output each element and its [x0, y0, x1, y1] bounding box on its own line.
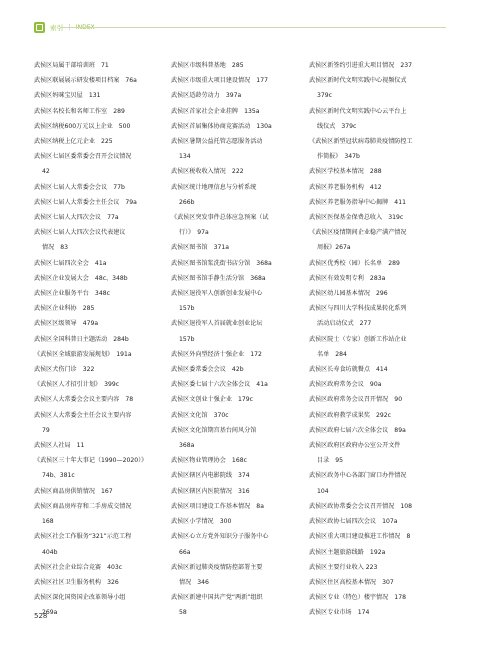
- index-entry-continuation: 行）》 97a: [179, 229, 209, 237]
- index-entry-continuation: 名单 284: [317, 350, 347, 358]
- index-entry: 武侯区政府区政府办公室公开文件: [309, 442, 401, 450]
- index-entry: 武侯区政协七届四次会议 107a: [309, 518, 398, 526]
- index-entry: 武侯区幼儿园基本情况 296: [309, 290, 388, 298]
- index-entry: 武侯区有效发明专利 283a: [309, 274, 386, 282]
- index-entry: 《武侯区三十年大事记（1990—2020）》: [34, 457, 148, 465]
- index-entry: 武侯区退役军人首届就业创业论坛: [171, 320, 263, 328]
- index-entry: 武侯区企业科协 285: [34, 305, 95, 313]
- index-entry: 武侯区长寿食坊就餐点 414: [309, 366, 388, 374]
- index-entry: 武侯区政府常务会议 90a: [309, 381, 382, 389]
- index-entry: 武侯区住区高校基本情况 307: [309, 578, 394, 586]
- index-entry-continuation: 168: [42, 518, 54, 526]
- index-entry-continuation: 线仪式 379c: [317, 122, 357, 130]
- index-entry: 武侯区区级领导 479a: [34, 320, 99, 328]
- index-entry: 武侯区政务中心各部门窗口办件情况: [309, 472, 407, 480]
- index-entry: 武侯区专业市场 174: [309, 609, 370, 617]
- index-entry-continuation: 情况 346: [179, 578, 209, 586]
- header-rule: [60, 27, 446, 28]
- index-entry: 武侯区市级重大项目建设情况 177: [171, 77, 268, 85]
- index-entry-continuation: 104: [317, 487, 329, 495]
- index-entry: 武侯区新时代文明实践中心视频仪式: [309, 77, 407, 85]
- index-entry: 武侯区图书馆 371a: [171, 244, 230, 252]
- index-entry-continuation: 379c: [317, 92, 332, 100]
- index-entry-continuation: 58: [179, 609, 187, 617]
- index-entry: 《武侯区疫情期间企业稳产满产情况: [309, 229, 407, 237]
- header-separator: |: [68, 23, 71, 31]
- index-entry: 武侯区社区卫生服务机构 326: [34, 578, 119, 586]
- index-entry-continuation: 404b: [42, 548, 58, 556]
- index-entry-continuation: 42: [42, 168, 50, 176]
- index-entry: 武侯区医保基金保费总收入 319c: [309, 214, 404, 222]
- index-entry: 武侯区首家社会企业挂牌 135a: [171, 107, 260, 115]
- index-entry: 武侯区主题旅游线路 192a: [309, 548, 386, 556]
- index-entry: 武侯区辖区内电影院线 374: [171, 472, 250, 480]
- index-entry: 武侯区养老服务机构 412: [309, 183, 382, 191]
- index-entry: 武侯区优秀校（园）长名单 289: [309, 259, 400, 267]
- index-entry-continuation: 活动启动仪式 277: [317, 320, 372, 328]
- index-entry: 武侯区政府七届六次全体会议 89a: [309, 426, 406, 434]
- index-entry: 武侯区七届区委常委会召开会议情况: [34, 153, 132, 161]
- index-entry: 武侯区市级科普基地 285: [171, 62, 244, 69]
- index-entry-continuation: 368a: [179, 442, 195, 450]
- index-entry: 武侯区社会企业综合竞赛 403c: [34, 563, 123, 571]
- index-column-3: [309, 58, 437, 621]
- index-entry: 武侯区人大常委会会议主要内容 78: [34, 396, 134, 404]
- index-entry: 武侯区犬伤门诊 322: [34, 366, 95, 374]
- index-entry: 武侯区小学情况 300: [171, 518, 232, 526]
- index-entry: 武侯区新签约引进重大项目情况 237: [309, 62, 413, 69]
- index-entry-continuation: 157b: [179, 305, 195, 313]
- index-entry-continuation: 66a: [179, 548, 191, 556]
- index-entry: 武侯区局属干部培训班 71: [34, 62, 109, 69]
- index-entry: 武侯区新建中国共产党“两新”组织: [171, 594, 263, 602]
- index-entry: 武侯区暑期公益托管志愿服务活动: [171, 138, 263, 146]
- index-entry: 武侯区图书馆手静生活分馆 368a: [171, 274, 266, 282]
- index-entry: 武侯区商品房库存和二手房成交情况: [34, 502, 132, 510]
- index-entry: 武侯区院士（专家）创新工作站企业: [309, 335, 407, 343]
- index-entry: 武侯区企业发展大会 48c、348b: [34, 274, 128, 282]
- index-entry: 武侯区外向型经济十强企业 172: [171, 350, 262, 358]
- index-entry-continuation: 157b: [179, 335, 195, 343]
- index-entry: 《武侯区新型冠状病毒肺炎疫情防控工: [309, 138, 413, 146]
- index-entry: 武侯区社会工作服务“321”示范工程: [34, 533, 132, 541]
- index-entry-continuation: 266b: [179, 198, 195, 206]
- index-entry: 武侯区项目建设工作基本情况 8a: [171, 502, 264, 510]
- index-entry: 武侯区深化国资国企改革领导小组: [34, 594, 126, 602]
- index-entry-continuation: 周报》267a: [317, 244, 351, 252]
- index-entry: 武侯区人大常委会主任会议主要内容: [34, 411, 132, 419]
- index-entry: 武侯区七届人大常委会会议 77b: [34, 183, 125, 191]
- index-entry: 武侯区纳税上亿元企业 225: [34, 138, 113, 146]
- index-entry: 武侯区新时代文明实践中心云平台上: [309, 107, 407, 115]
- index-entry: 武侯区退役军人创新创业发展中心: [171, 290, 263, 298]
- index-entry: 《武侯区全域旅游发展规划》 191a: [34, 350, 132, 358]
- index-entry: 武侯区主要行业收入 223: [309, 563, 378, 571]
- index-entry: 武侯区与四川大学科技成果转化系列: [309, 305, 407, 313]
- index-entry: 《武侯区突发事件总体应急预案（试: [171, 214, 269, 222]
- index-entry-continuation: 目录 95: [317, 457, 344, 465]
- index-entry: 武侯区税收收入情况 222: [171, 168, 244, 176]
- index-entry: 武侯区人社局 11: [34, 442, 85, 450]
- index-entry: 武侯区联展展示研发楼项目档案 76a: [34, 77, 137, 85]
- header-title: 索引: [50, 23, 64, 32]
- index-entry: 武侯区政协常委会会议召开情况 108: [309, 502, 413, 510]
- index-entry: 武侯区全国科普日主题活动 284b: [34, 335, 129, 343]
- index-column-2: [171, 58, 299, 621]
- index-entry: 武侯区文创业十强企业 179c: [171, 396, 254, 404]
- index-entry: 武侯区七届四次全会 41a: [34, 259, 107, 267]
- index-entry: 武侯区学校基本情况 288: [309, 168, 382, 176]
- page-number: 528: [34, 612, 48, 620]
- index-entry-continuation: 134: [179, 153, 191, 161]
- index-entry: 武侯区委七届十六次全体会议 41a: [171, 381, 268, 389]
- index-entry-continuation: 作简报》 347b: [317, 153, 360, 161]
- index-entry: 武侯区心立方党外知识分子服务中心: [171, 533, 269, 541]
- index-entry: 武侯区图书馆浆洗街书店分馆 368a: [171, 259, 272, 267]
- index-entry-continuation: 情况 83: [42, 244, 69, 252]
- index-entry: 武侯区养老服务指导中心揭牌 411: [309, 198, 406, 206]
- index-entry-continuation: 79: [42, 426, 50, 434]
- book-logo-icon: [34, 22, 45, 33]
- index-entry: 武侯区政府常务会议召开情况 90: [309, 396, 403, 404]
- index-entry: 武侯区新冠肺炎疫情防控部署主要: [171, 563, 263, 571]
- index-entry: 武侯区文化馆 370c: [171, 411, 229, 419]
- index-entry: 武侯区专业（特色）楼宇情况 178: [309, 594, 406, 602]
- index-entry: 武侯区首届集体协商竞赛活动 130a: [171, 122, 272, 130]
- index-entry: 武侯区文化馆期宫基台间风分馆: [171, 426, 257, 434]
- index-entry: 武侯区商品房供销情况 167: [34, 487, 113, 495]
- index-entry-continuation: 74b、381c: [42, 472, 75, 480]
- index-entry: 武侯区重大项目建设推进工作情况 8: [309, 533, 411, 541]
- index-entry: 武侯区七届人大四次会议 77a: [34, 214, 119, 222]
- index-entry: 武侯区纳税600万元以上企业 500: [34, 122, 131, 130]
- index-column-1: [34, 58, 162, 621]
- index-entry: 武侯区七届人大四次会议代表建议: [34, 229, 126, 237]
- index-entry: 武侯区政府教学成果奖 292c: [309, 411, 392, 419]
- index-entry: 武侯区企业服务平台 348c: [34, 290, 110, 298]
- index-entry: 武侯区统计地理信息与分析系统: [171, 183, 257, 191]
- index-entry: 武侯区名校长和名师工作室 289: [34, 107, 125, 115]
- index-entry: 武侯区委常委会会议 42b: [171, 366, 244, 374]
- index-entry: 武侯区妈咪宝贝屋 131: [34, 92, 101, 100]
- header-subtitle: INDEX: [75, 23, 95, 31]
- index-entry: 武侯区物业管理协会 168c: [171, 457, 247, 465]
- index-entry: 武侯区七届人大常委会主任会议 79a: [34, 198, 137, 206]
- index-entry: 武侯区适龄劳动力 397a: [171, 92, 242, 100]
- index-entry-continuation: 269a: [42, 609, 58, 617]
- index-entry: 《武侯区人才招引计划》 399c: [34, 381, 120, 389]
- index-entry: 武侯区辖区内医院情况 316: [171, 487, 250, 495]
